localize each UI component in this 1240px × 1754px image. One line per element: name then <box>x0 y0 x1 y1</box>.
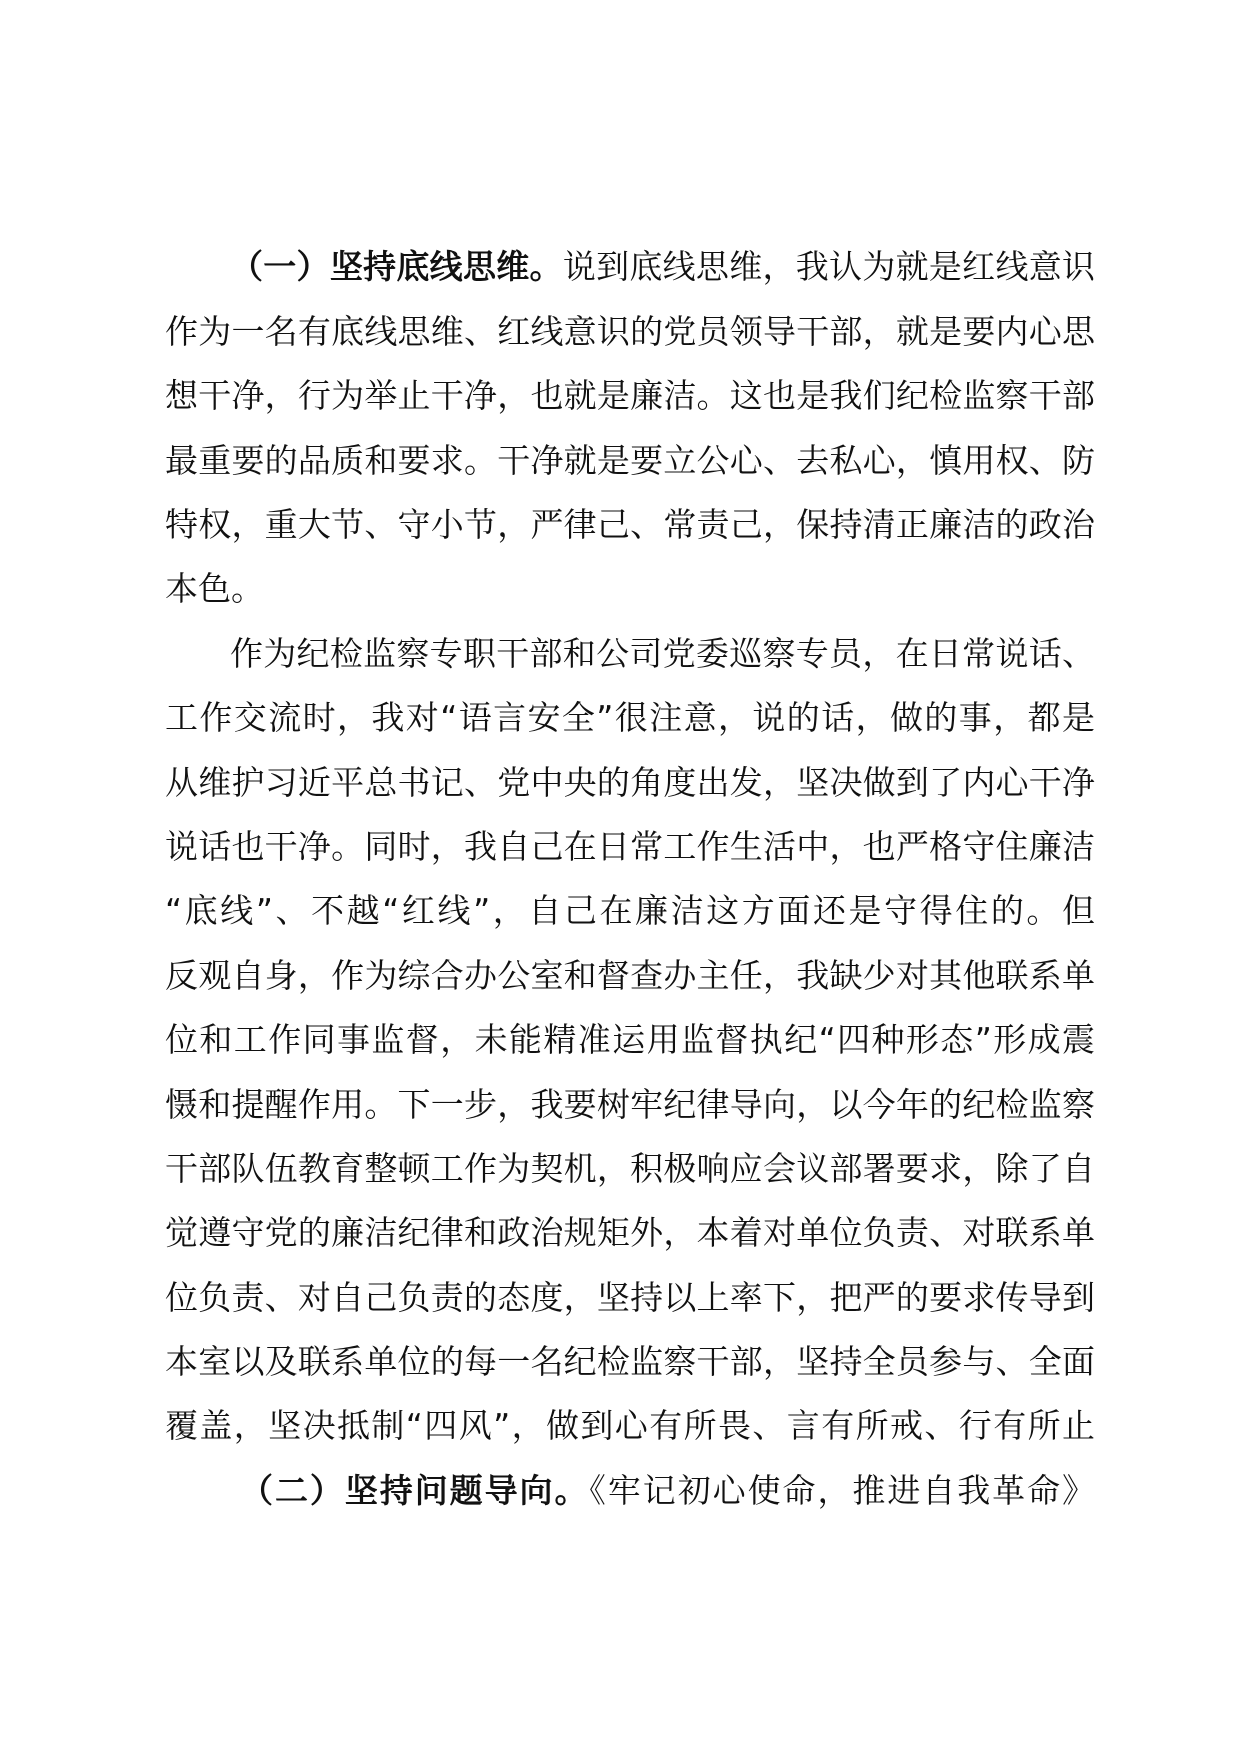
section-1-first-line <box>230 235 1095 299</box>
section-1-line-5: 特权，重大节、守小节，严律己、常责己，保持清正廉洁的政治 <box>165 505 1095 544</box>
section-2-heading: （二）坚持问题导向。 <box>240 1471 590 1510</box>
paragraph-2-line-9: 干部队伍教育整顿工作为契机，积极响应会议部署要求，除了自 <box>165 1149 1095 1188</box>
paragraph-2-line-5: “底线”、不越“红线”，自己在廉洁这方面还是守得住的。但 <box>165 891 1095 930</box>
paragraph-2-line-12: 本室以及联系单位的每一名纪检监察干部，坚持全员参与、全面 <box>165 1342 1095 1381</box>
section-2-first-line <box>240 1459 1095 1523</box>
paragraph-2-line-6: 反观自身，作为综合办公室和督查办主任，我缺少对其他联系单 <box>165 956 1095 995</box>
paragraph-2-line-7: 位和工作同事监督，未能精准运用监督执纪“四种形态”形成震 <box>165 1020 1095 1059</box>
paragraph-2-line-2: 工作交流时，我对“语言安全”很注意，说的话，做的事，都是 <box>165 698 1095 737</box>
paragraph-2-line-11: 位负责、对自己负责的态度，坚持以上率下，把严的要求传导到 <box>165 1278 1095 1317</box>
paragraph-2-line-10: 觉遵守党的廉洁纪律和政治规矩外，本着对单位负责、对联系单 <box>165 1213 1095 1252</box>
paragraph-2-line-4: 说话也干净。同时，我自己在日常工作生活中，也严格守住廉洁 <box>165 827 1095 866</box>
section-2-text: 《牢记初心使命，推进自我革命》 <box>589 1471 1095 1510</box>
section-1-line-4: 最重要的品质和要求。干净就是要立公心、去私心，慎用权、防 <box>165 441 1095 480</box>
paragraph-2-line-3: 从维护习近平总书记、党中央的角度出发，坚决做到了内心干净 <box>165 763 1095 802</box>
section-1-line-3: 想干净，行为举止干净，也就是廉洁。这也是我们纪检监察干部 <box>165 376 1095 415</box>
paragraph-2-line-8: 慑和提醒作用。下一步，我要树牢纪律导向，以今年的纪检监察 <box>165 1085 1095 1124</box>
section-1-text: 说到底线思维，我认为就是红线意识 <box>562 247 1096 286</box>
section-1-line-2: 作为一名有底线思维、红线意识的党员领导干部，就是要内心思 <box>165 312 1095 351</box>
paragraph-2-line-1: 作为纪检监察专职干部和公司党委巡察专员，在日常说话、 <box>230 634 1095 673</box>
section-1-heading: （一）坚持底线思维。 <box>230 247 563 286</box>
paragraph-2-line-13: 覆盖，坚决抵制“四风”，做到心有所畏、言有所戒、行有所止 <box>165 1406 1095 1445</box>
section-1-line-6: 本色。 <box>165 569 264 608</box>
